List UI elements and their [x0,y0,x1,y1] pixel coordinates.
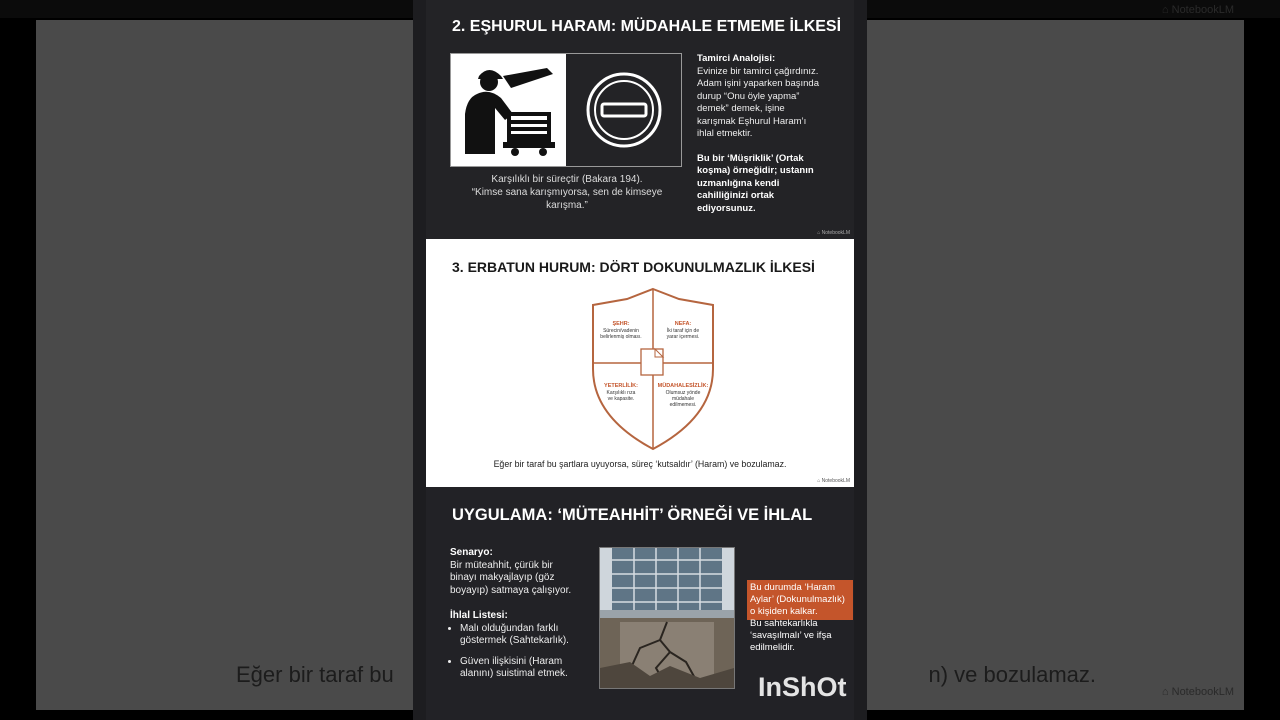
slide-muteahhit-ornegi [426,487,854,720]
background-logo-bottom: ⌂ NotebookLM [1161,686,1234,698]
background-caption-right: n) ve bozulamaz. [928,662,1096,687]
shield-caption: Eğer bir taraf bu şartlara uyuyorsa, süreç ‘kutsaldır’ (Haram) ve bozulamaz. [493,459,787,469]
callout-text: Bu sahtekarlıkla ‘savaşılmalı’ ve ifşa edilmelidir. [750,618,832,653]
violation-list-heading: İhlal Listesi: [450,610,508,621]
svg-text:edilmemesi.: edilmemesi. [669,402,697,408]
quadrant-label-nefa: NEFA: [674,321,692,327]
scenario-text: Senaryo: Bir müteahhit, çürük bir binayı makyajlayıp (göz boyayıp) satmaya çalışıyor. İhlal Listesi: • Malı olduğundan farklı göstermek (Sahtekarlık). • Güven ilişkisini (Haram alanını) suistimal etmek. [450,547,580,689]
slide-eshurul-haram [426,0,854,239]
mechanic-illustration [450,53,682,167]
notebooklm-logo: ⌂ NotebookLM [817,230,850,236]
list-item: • Malı olduğundan farklı göstermek (Sahtekarlık). [460,623,580,648]
analogy-text: Tamirci Analojisi: Evinize bir tamirci çağırdınız. Adam işini yaparken başında durup “Onu öyle yapma” demek” demek, işine karışmak Eşhurul Haram’ı ihlal etmektir. Bu bir ‘Müşriklik’ (Ortak koşma) örneğidir; ustanın uzmanlığına kendi cahilliğinizi ortak ediyorsunuz. [697,53,847,215]
quadrant-label-mudahalesizlik: MÜDAHALESİZLİK: [657,383,709,389]
shield-diagram [589,287,717,451]
quadrant-label-yeterlilik: YETERLİLİK: [604,383,638,389]
svg-text:ve kapasite.: ve kapasite. [607,396,635,402]
background-logo-top: ⌂ NotebookLM [1161,4,1234,16]
slide-title: 2. EŞHURUL HARAM: MÜDAHALE ETMEME İLKESİ [452,18,842,35]
slide-title: UYGULAMA: ‘MÜTEAHHİT’ ÖRNEĞİ VE İHLAL [452,506,813,524]
violation-list [450,623,580,681]
no-entry-icon [566,54,681,166]
analogy-conclusion: Bu bir ‘Müşriklik’ (Ortak koşma) örneğidir; ustanın uzmanlığına kendi cahilliğinizi ortak ediyorsunuz. [697,152,814,214]
svg-text:Karşılıklı rıza: Karşılıklı rıza [606,390,636,396]
svg-text:belirlenmiş olması.: belirlenmiş olması. [600,334,642,340]
slide-title: 3. ERBATUN HURUM: DÖRT DOKUNULMAZLIK İLKESİ [452,259,815,275]
mechanic-caption: Karşılıklı bir süreçtir (Bakara 194). “Kimse sana karışmıyorsa, sen de kimseye karışma.” [471,174,663,211]
background-caption-left: Eğer bir taraf bu [236,662,394,687]
svg-text:Olumsuz yönde: Olumsuz yönde [665,390,701,396]
svg-text:müdahale: müdahale [672,396,694,402]
building-crack-image [599,547,735,689]
callout-highlight: Bu durumda ‘Haram Aylar’ (Dokunulmazlık) o kişiden kalkar. [747,580,853,620]
quadrant-label-sehr: ŞEHR: [612,321,630,327]
list-item: • Güven ilişkisini (Haram alanını) suistimal etmek. [460,656,580,681]
video-frame [413,0,867,720]
svg-text:İki taraf için de: İki taraf için de [666,328,700,334]
svg-text:yarar içermesi.: yarar içermesi. [666,334,700,340]
notebooklm-logo: ⌂ NotebookLM [817,478,850,484]
scenario-heading: Senaryo: [450,547,493,558]
slide-erbatun-hurum [426,239,854,487]
analogy-heading: Tamirci Analojisi: [697,53,776,64]
mechanic-icon [451,54,565,166]
inshot-watermark: InShOt [758,672,847,702]
svg-text:Sürecin/vadenin: Sürecin/vadenin [603,328,639,334]
